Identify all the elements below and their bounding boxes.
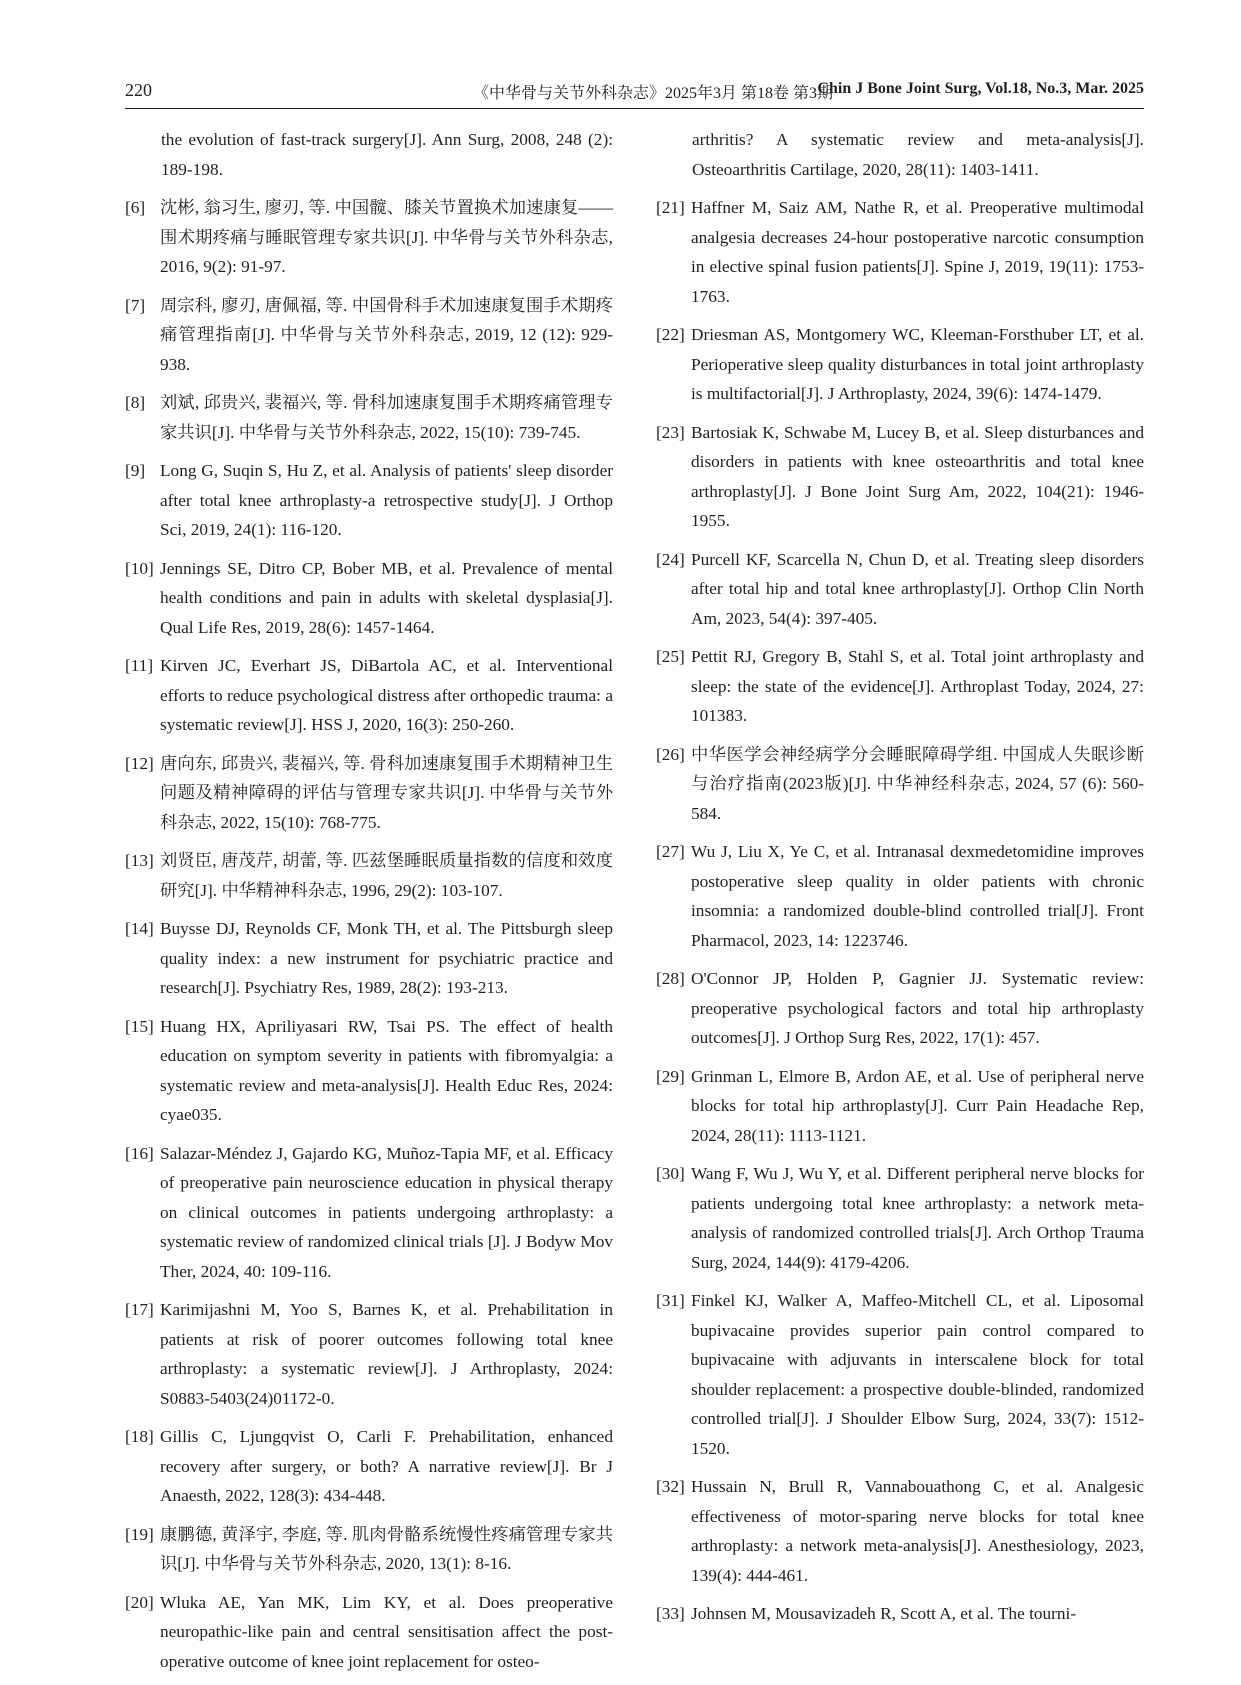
reference-entry xyxy=(125,388,613,447)
page-header xyxy=(125,76,1144,108)
reference-entry xyxy=(125,749,613,838)
reference-entry xyxy=(125,554,613,643)
reference-text: Wu J, Liu X, Ye C, et al. Intranasal dexmedetomidine improves postoperative sleep quality in older patients with chronic insomnia: a randomized double-blind controlled trial[J]. Front Pharmacol, 2023, 14: 1223746. xyxy=(691,842,1144,950)
reference-text: Jennings SE, Ditro CP, Bober MB, et al. Prevalence of mental health conditions and pain in adults with skeletal dysplasia[J]. Qual Life Res, 2019, 28(6): 1457-1464. xyxy=(160,558,613,637)
reference-entry xyxy=(125,1422,613,1511)
reference-text: 康鹏德, 黄泽宇, 李庭, 等. 肌肉骨骼系统慢性疼痛管理专家共识[J]. 中华骨与关节外科杂志, 2020, 13(1): 8-16. xyxy=(160,1524,613,1573)
reference-entry xyxy=(125,291,613,380)
reference-number: [25] xyxy=(656,647,685,666)
reference-text: 中华医学会神经病学分会睡眠障碍学组. 中国成人失眠诊断与治疗指南(2023版)[J]. 中华神经科杂志, 2024, 57 (6): 560-584. xyxy=(691,744,1144,823)
reference-number: [13] xyxy=(125,851,154,870)
reference-text: 周宗科, 廖刃, 唐佩福, 等. 中国骨科手术加速康复围手术期疼痛管理指南[J]. 中华骨与关节外科杂志, 2019, 12 (12): 929-938. xyxy=(160,295,613,374)
reference-entry xyxy=(656,642,1144,731)
reference-text: O'Connor JP, Holden P, Gagnier JJ. Systematic review: preoperative psychological factors and total hip arthroplasty outcomes[J]. J Orthop Surg Res, 2022, 17(1): 457. xyxy=(691,969,1144,1047)
reference-text: Pettit RJ, Gregory B, Stahl S, et al. Total joint arthroplasty and sleep: the state of the evidence[J]. Arthroplast Today, 2024, 27: 101383. xyxy=(691,647,1144,725)
reference-number: [26] xyxy=(656,744,685,764)
reference-number: [12] xyxy=(125,753,154,773)
reference-entry xyxy=(125,193,613,282)
reference-entry xyxy=(125,1588,613,1677)
reference-entry xyxy=(125,456,613,545)
reference-text: Purcell KF, Scarcella N, Chun D, et al. Treating sleep disorders after total hip and total knee arthroplasty[J]. Orthop Clin North Am, 2023, 54(4): 397-405. xyxy=(691,549,1144,628)
reference-text: Salazar-Méndez J, Gajardo KG, Muñoz-Tapia MF, et al. Efficacy of preoperative pain neuroscience education in physical therapy on clinical outcomes in patients undergoing arthroplasty: a systematic review of randomized clinical trials [J]. J Bodyw Mov Ther, 2024, 40: 109-116. xyxy=(160,1143,613,1281)
reference-text: Kirven JC, Everhart JS, DiBartola AC, et al. Interventional efforts to reduce psychological distress after orthopedic trauma: a systematic review[J]. HSS J, 2020, 16(3): 250-260. xyxy=(160,656,613,734)
reference-continuation xyxy=(656,125,1144,184)
reference-entry xyxy=(656,1159,1144,1277)
reference-text: Haffner M, Saiz AM, Nathe R, et al. Preoperative multimodal analgesia decreases 24-hour postoperative narcotic consumption in elective spinal fusion patients[J]. Spine J, 2019, 19(11): 1753-1763. xyxy=(691,198,1144,306)
reference-text: Grinman L, Elmore B, Ardon AE, et al. Use of peripheral nerve blocks for total hip arthroplasty[J]. Curr Pain Headache Rep, 2024, 28(11): 1113-1121. xyxy=(691,1066,1144,1145)
reference-number: [7] xyxy=(125,295,146,315)
reference-entry xyxy=(656,1062,1144,1151)
header-rule xyxy=(125,108,1144,109)
reference-number: [6] xyxy=(125,198,146,217)
reference-number: [30] xyxy=(656,1164,685,1183)
reference-number: [21] xyxy=(656,198,685,217)
reference-text: arthritis? A systematic review and meta-analysis[J]. Osteoarthritis Cartilage, 2020, 28(11): 1403-1411. xyxy=(692,130,1144,179)
reference-entry xyxy=(656,1472,1144,1590)
reference-entry xyxy=(125,651,613,740)
references-left-column xyxy=(125,125,613,1685)
reference-number: [29] xyxy=(656,1066,685,1086)
reference-number: [16] xyxy=(125,1143,154,1163)
reference-entry xyxy=(656,320,1144,409)
reference-text: Wang F, Wu J, Wu Y, et al. Different peripheral nerve blocks for patients undergoing total knee arthroplasty: a network meta-analysis of randomized controlled trials[J]. Arch Orthop Trauma Surg, 2024, 144(9): 4179-4206. xyxy=(691,1164,1144,1272)
reference-number: [18] xyxy=(125,1427,154,1446)
reference-entry xyxy=(125,914,613,1003)
reference-text: Hussain N, Brull R, Vannabouathong C, et al. Analgesic effectiveness of motor-sparing nerve blocks for total knee arthroplasty: a network meta-analysis[J]. Anesthesiology, 2023, 139(4): 444-461. xyxy=(691,1477,1144,1585)
reference-entry xyxy=(125,1520,613,1579)
reference-entry xyxy=(656,1286,1144,1463)
reference-text: Gillis C, Ljungqvist O, Carli F. Prehabilitation, enhanced recovery after surgery, or both? A narrative review[J]. Br J Anaesth, 2022, 128(3): 434-448. xyxy=(160,1427,613,1505)
reference-text: the evolution of fast-track surgery[J]. Ann Surg, 2008, 248 (2): 189-198. xyxy=(161,130,613,179)
reference-entry xyxy=(656,837,1144,955)
reference-number: [15] xyxy=(125,1016,154,1036)
reference-text: 唐向东, 邱贵兴, 裴福兴, 等. 骨科加速康复围手术期精神卫生问题及精神障碍的评估与管理专家共识[J]. 中华骨与关节外科杂志, 2022, 15(10): 768-775. xyxy=(160,753,613,832)
reference-text: Driesman AS, Montgomery WC, Kleeman-Forsthuber LT, et al. Perioperative sleep quality disturbances in total joint arthroplasty is multifactorial[J]. J Arthroplasty, 2024, 39(6): 1474-1479. xyxy=(691,325,1144,403)
reference-number: [22] xyxy=(656,325,685,344)
reference-number: [24] xyxy=(656,549,685,569)
reference-number: [8] xyxy=(125,393,146,412)
reference-entry xyxy=(656,964,1144,1053)
reference-text: Johnsen M, Mousavizadeh R, Scott A, et al. The tourni- xyxy=(691,1604,1077,1623)
reference-number: [20] xyxy=(125,1592,154,1612)
reference-text: 刘贤臣, 唐茂芹, 胡蕾, 等. 匹兹堡睡眠质量指数的信度和效度研究[J]. 中华精神科杂志, 1996, 29(2): 103-107. xyxy=(160,851,613,900)
reference-text: Long G, Suqin S, Hu Z, et al. Analysis of patients' sleep disorder after total knee arthroplasty-a retrospective study[J]. J Orthop Sci, 2019, 24(1): 116-120. xyxy=(160,461,613,539)
reference-entry xyxy=(125,1295,613,1413)
reference-entry xyxy=(656,193,1144,311)
reference-number: [28] xyxy=(656,969,685,988)
reference-entry xyxy=(125,1139,613,1287)
reference-entry xyxy=(656,1599,1144,1629)
reference-entry xyxy=(656,545,1144,634)
reference-number: [31] xyxy=(656,1291,685,1310)
reference-number: [32] xyxy=(656,1477,685,1496)
references-right-column xyxy=(656,125,1144,1638)
reference-entry xyxy=(656,740,1144,829)
reference-text: Buysse DJ, Reynolds CF, Monk TH, et al. The Pittsburgh sleep quality index: a new instrument for psychiatric practice and research[J]. Psychiatry Res, 1989, 28(2): 193-213. xyxy=(160,919,613,997)
reference-number: [27] xyxy=(656,842,685,861)
reference-number: [14] xyxy=(125,919,154,938)
reference-text: 刘斌, 邱贵兴, 裴福兴, 等. 骨科加速康复围手术期疼痛管理专家共识[J]. 中华骨与关节外科杂志, 2022, 15(10): 739-745. xyxy=(160,393,613,442)
journal-title-en: Chin J Bone Joint Surg, Vol.18, No.3, Mar. 2025 xyxy=(817,80,1144,97)
page-number: 220 xyxy=(125,80,152,100)
reference-number: [10] xyxy=(125,558,154,578)
reference-entry xyxy=(125,1012,613,1130)
reference-number: [9] xyxy=(125,461,146,480)
reference-text: Karimijashni M, Yoo S, Barnes K, et al. Prehabilitation in patients at risk of poorer outcomes following total knee arthroplasty: a systematic review[J]. J Arthroplasty, 2024: S0883-5403(24)01172-0. xyxy=(160,1300,613,1408)
reference-number: [11] xyxy=(125,656,154,675)
reference-continuation xyxy=(125,125,613,184)
reference-text: Finkel KJ, Walker A, Maffeo-Mitchell CL, et al. Liposomal bupivacaine provides superior pain control compared to bupivacaine with adjuvants in interscalene block for total shoulder replacement: a prospective double-blinded, randomized controlled trial[J]. J Shoulder Elbow Surg, 2024, 33(7): 1512-1520. xyxy=(691,1291,1144,1458)
journal-title-cn: 《中华骨与关节外科杂志》2025年3月 第18卷 第3期 xyxy=(473,85,834,102)
reference-text: Huang HX, Apriliyasari RW, Tsai PS. The effect of health education on symptom severity in patients with fibromyalgia: a systematic review and meta-analysis[J]. Health Educ Res, 2024: cyae035. xyxy=(160,1016,613,1124)
reference-number: [33] xyxy=(656,1604,685,1623)
reference-text: 沈彬, 翁习生, 廖刃, 等. 中国髋、膝关节置换术加速康复——围术期疼痛与睡眠管理专家共识[J]. 中华骨与关节外科杂志, 2016, 9(2): 91-97. xyxy=(160,198,613,276)
reference-entry xyxy=(125,846,613,905)
reference-number: [23] xyxy=(656,422,685,442)
reference-number: [19] xyxy=(125,1524,154,1544)
reference-number: [17] xyxy=(125,1300,154,1319)
reference-text: Wluka AE, Yan MK, Lim KY, et al. Does preoperative neuropathic-like pain and central sensitisation affect the post-operative outcome of knee joint replacement for osteo- xyxy=(160,1592,613,1671)
reference-text: Bartosiak K, Schwabe M, Lucey B, et al. Sleep disturbances and disorders in patients with knee osteoarthritis and total knee arthroplasty[J]. J Bone Joint Surg Am, 2022, 104(21): 1946-1955. xyxy=(691,422,1144,530)
reference-entry xyxy=(656,418,1144,536)
